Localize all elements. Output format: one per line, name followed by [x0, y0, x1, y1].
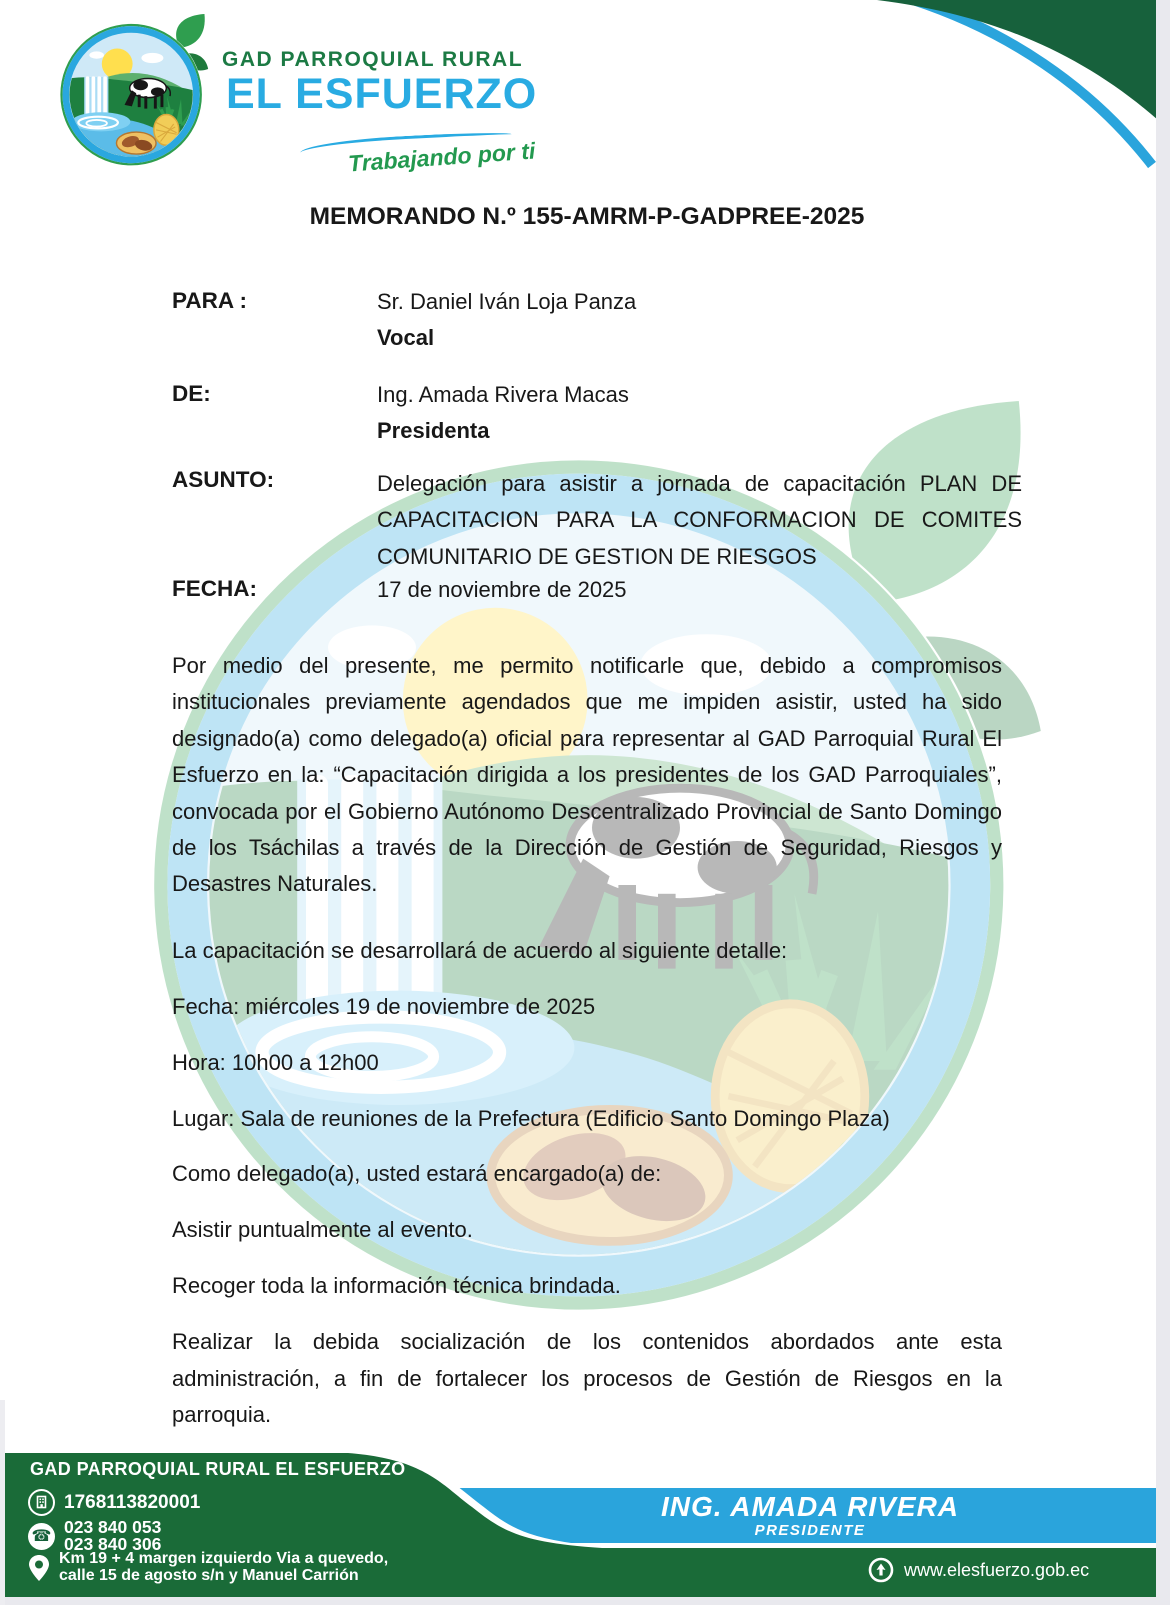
- field-label-asunto: ASUNTO:: [172, 467, 275, 492]
- scan-edge-left: [0, 1400, 5, 1605]
- body-paragraph: Lugar: Sala de reuniones de la Prefectura (Edificio Santo Domingo Plaza): [172, 1105, 890, 1131]
- footer-phone-numbers: 023 840 053 023 840 306: [64, 1517, 162, 1554]
- footer-website-row: [868, 1557, 1089, 1583]
- body-paragraph: Realizar la debida socialización de los contenidos abordados ante esta administración, a fin de fortalecer los procesos de Gestión de Riesgos en la parroquia.: [172, 1329, 1002, 1427]
- body-paragraph: La capacitación se desarrollará de acuerdo al siguiente detalle:: [172, 937, 788, 963]
- location-pin-icon: [28, 1554, 50, 1582]
- field-value-fecha: 17 de noviembre de 2025: [377, 577, 627, 602]
- org-name-text: EL ESFUERZO: [226, 70, 538, 118]
- signature-title: PRESIDENTE: [754, 1522, 866, 1539]
- building-icon: [28, 1489, 55, 1516]
- field-label-fecha: FECHA:: [172, 576, 257, 601]
- org-type-text: GAD PARROQUIAL RURAL: [222, 48, 524, 71]
- memo-body: [172, 648, 1002, 1453]
- field-value-para-name: Sr. Daniel Iván Loja Panza: [377, 289, 637, 314]
- field-value-de-role: Presidenta: [377, 418, 490, 443]
- footer-ruc-row: [28, 1489, 200, 1516]
- field-label-para: PARA :: [172, 288, 247, 313]
- footer-address-text: Km 19 + 4 margen izquierdo Via a quevedo, calle 15 de agosto s/n y Manuel Carrión: [59, 1550, 389, 1584]
- field-label-de: DE:: [172, 381, 211, 406]
- body-paragraph: Asistir puntualmente al evento.: [172, 1217, 473, 1243]
- footer-ruc-number: 1768113820001: [64, 1491, 201, 1513]
- org-tagline: Trabajando por ti: [347, 137, 537, 177]
- body-paragraph: Por medio del presente, me permito notificarle que, debido a compromisos institucionales previamente agendados que me impiden asistir, usted ha sido designado(a) como delegado(a) oficial para representar al GAD Parroquial Rural El Esfuerzo en la: “Capacitación dirigida a los presidentes de los GAD Parroquiales”, convocada por el Gobierno Autónomo Descentralizado Provincial de Santo Domingo de los Tsáchilas a través de la Dirección de Gestión de Seguridad, Riesgos y Desastres Naturales.: [172, 653, 1002, 897]
- field-value-de-name: Ing. Amada Rivera Macas: [377, 382, 629, 407]
- scan-edge-bottom: [0, 1597, 1170, 1605]
- footer-phone-row: [28, 1519, 161, 1553]
- globe-icon: [868, 1557, 894, 1583]
- memo-title: MEMORANDO N.º 155-AMRM-P-GADPREE-2025: [309, 203, 865, 230]
- signature-name: ING. AMADA RIVERA: [660, 1491, 960, 1522]
- body-paragraph: Como delegado(a), usted estará encargado(a) de:: [172, 1161, 662, 1187]
- body-paragraph: Recoger toda la información técnica brindada.: [172, 1273, 621, 1299]
- org-logo: [60, 14, 214, 168]
- scan-edge-right: [1156, 0, 1170, 1605]
- body-paragraph: Hora: 10h00 a 12h00: [172, 1049, 379, 1075]
- field-value-para-role: Vocal: [377, 325, 435, 350]
- footer-org-name: GAD PARROQUIAL RURAL EL ESFUERZO: [30, 1459, 406, 1479]
- phone-icon: ☎: [28, 1523, 55, 1550]
- footer-address-row: [28, 1551, 388, 1584]
- field-value-asunto: Delegación para asistir a jornada de capacitación PLAN DE CAPACITACION PARA LA CONFORMACION DE COMITES COMUNITARIO DE GESTION DE RIESGOS: [377, 471, 1022, 569]
- footer-website-url[interactable]: www.elesfuerzo.gob.ec: [904, 1559, 1090, 1580]
- body-paragraph: Fecha: miércoles 19 de noviembre de 2025: [172, 993, 596, 1019]
